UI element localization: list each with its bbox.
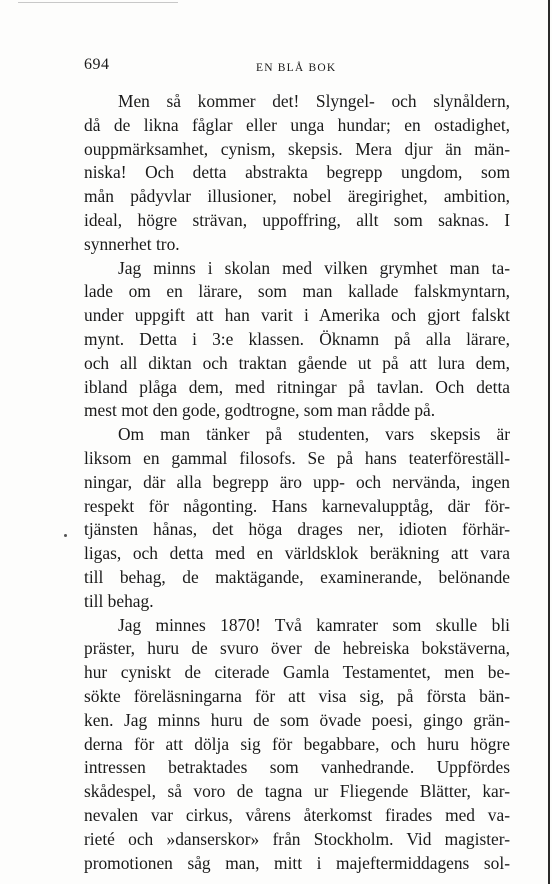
text-line: under uppgift att han varit i Amerika och gjort falskt	[84, 305, 510, 326]
text-line: lade om en lärare, som man kallade falskmyntarn,	[84, 281, 510, 302]
text-line: till behag, de maktägande, examinerande, belönande	[84, 566, 510, 587]
text-line: mynt. Detta i 3:e klassen. Öknamn på alla lärare,	[84, 328, 510, 349]
running-head: EN BLÅ BOK	[256, 62, 337, 74]
text-line: rieté och »danserskor» från Stockholm. Vid magister-	[84, 828, 510, 849]
text-line: mån pådyvlar illusioner, nobel äregirighet, ambition,	[84, 186, 510, 207]
text-line: tjänsten hånas, det höga drages ner, idioten förhär-	[84, 519, 510, 540]
text-line: sökte föreläsningarna för att visa sig, på första bän-	[84, 685, 510, 706]
text-line: ouppmärksamhet, cynism, skepsis. Mera djur än män-	[84, 138, 510, 159]
text-line: Jag minns i skolan med vilken grymhet man ta-	[118, 257, 510, 278]
text-line: Om man tänker på studenten, vars skepsis är	[118, 424, 510, 445]
text-line: nevalen var cirkus, vårens återkomst firades med va-	[84, 804, 510, 825]
text-line: ideal, högre strävan, uppoffring, allt som saknas. I	[84, 209, 510, 230]
text-line: synnerhet tro.	[84, 233, 180, 254]
text-line: respekt för någonting. Hans karnevalupptåg, där för-	[84, 495, 510, 516]
text-line: då de likna fåglar eller unga hundar; en ostadighet,	[84, 114, 510, 135]
text-line: hur cyniskt de citerade Gamla Testamentet, men be-	[84, 662, 510, 683]
margin-mark	[64, 534, 67, 537]
page-edge-rule	[548, 0, 550, 884]
text-line: skådespel, så voro de tagna ur Fliegende Blätter, kar-	[84, 781, 510, 802]
page-number: 694	[84, 56, 110, 73]
text-line: präster, huru de svuro över de hebreiska bokstäverna,	[84, 638, 510, 659]
body-text	[84, 90, 510, 875]
text-line: och all diktan och traktan gående ut på att lura dem,	[84, 352, 510, 373]
text-line: ken. Jag minns huru de som övade poesi, gingo grän-	[84, 709, 510, 730]
text-line: Jag minnes 1870! Två kamrater som skulle bli	[118, 614, 510, 635]
text-line: ibland plåga dem, med ritningar på tavlan. Och detta	[84, 376, 510, 397]
text-line: ligas, och detta med en världsklok beräkning att vara	[84, 543, 510, 564]
text-line: mest mot den gode, godtrogne, som man rådde på.	[84, 400, 436, 421]
text-line: Men så kommer det! Slyngel- och slynåldern,	[118, 91, 510, 111]
text-line: till behag.	[84, 590, 154, 611]
text-line: derna för att dölja sig för begabbare, och huru högre	[84, 733, 510, 754]
text-line: liksom en gammal filosofs. Se på hans teaterföreställ-	[84, 447, 510, 468]
scan-edge-mark	[18, 2, 178, 3]
text-line: promotionen såg man, mitt i majeftermiddagens sol-	[84, 852, 510, 873]
text-line: niska! Och detta abstrakta begrepp ungdom, som	[84, 162, 510, 183]
text-line: intressen betraktades som vanhedrande. Uppfördes	[84, 757, 510, 778]
text-line: ningar, där alla begrepp äro upp- och nervända, ingen	[84, 471, 510, 492]
